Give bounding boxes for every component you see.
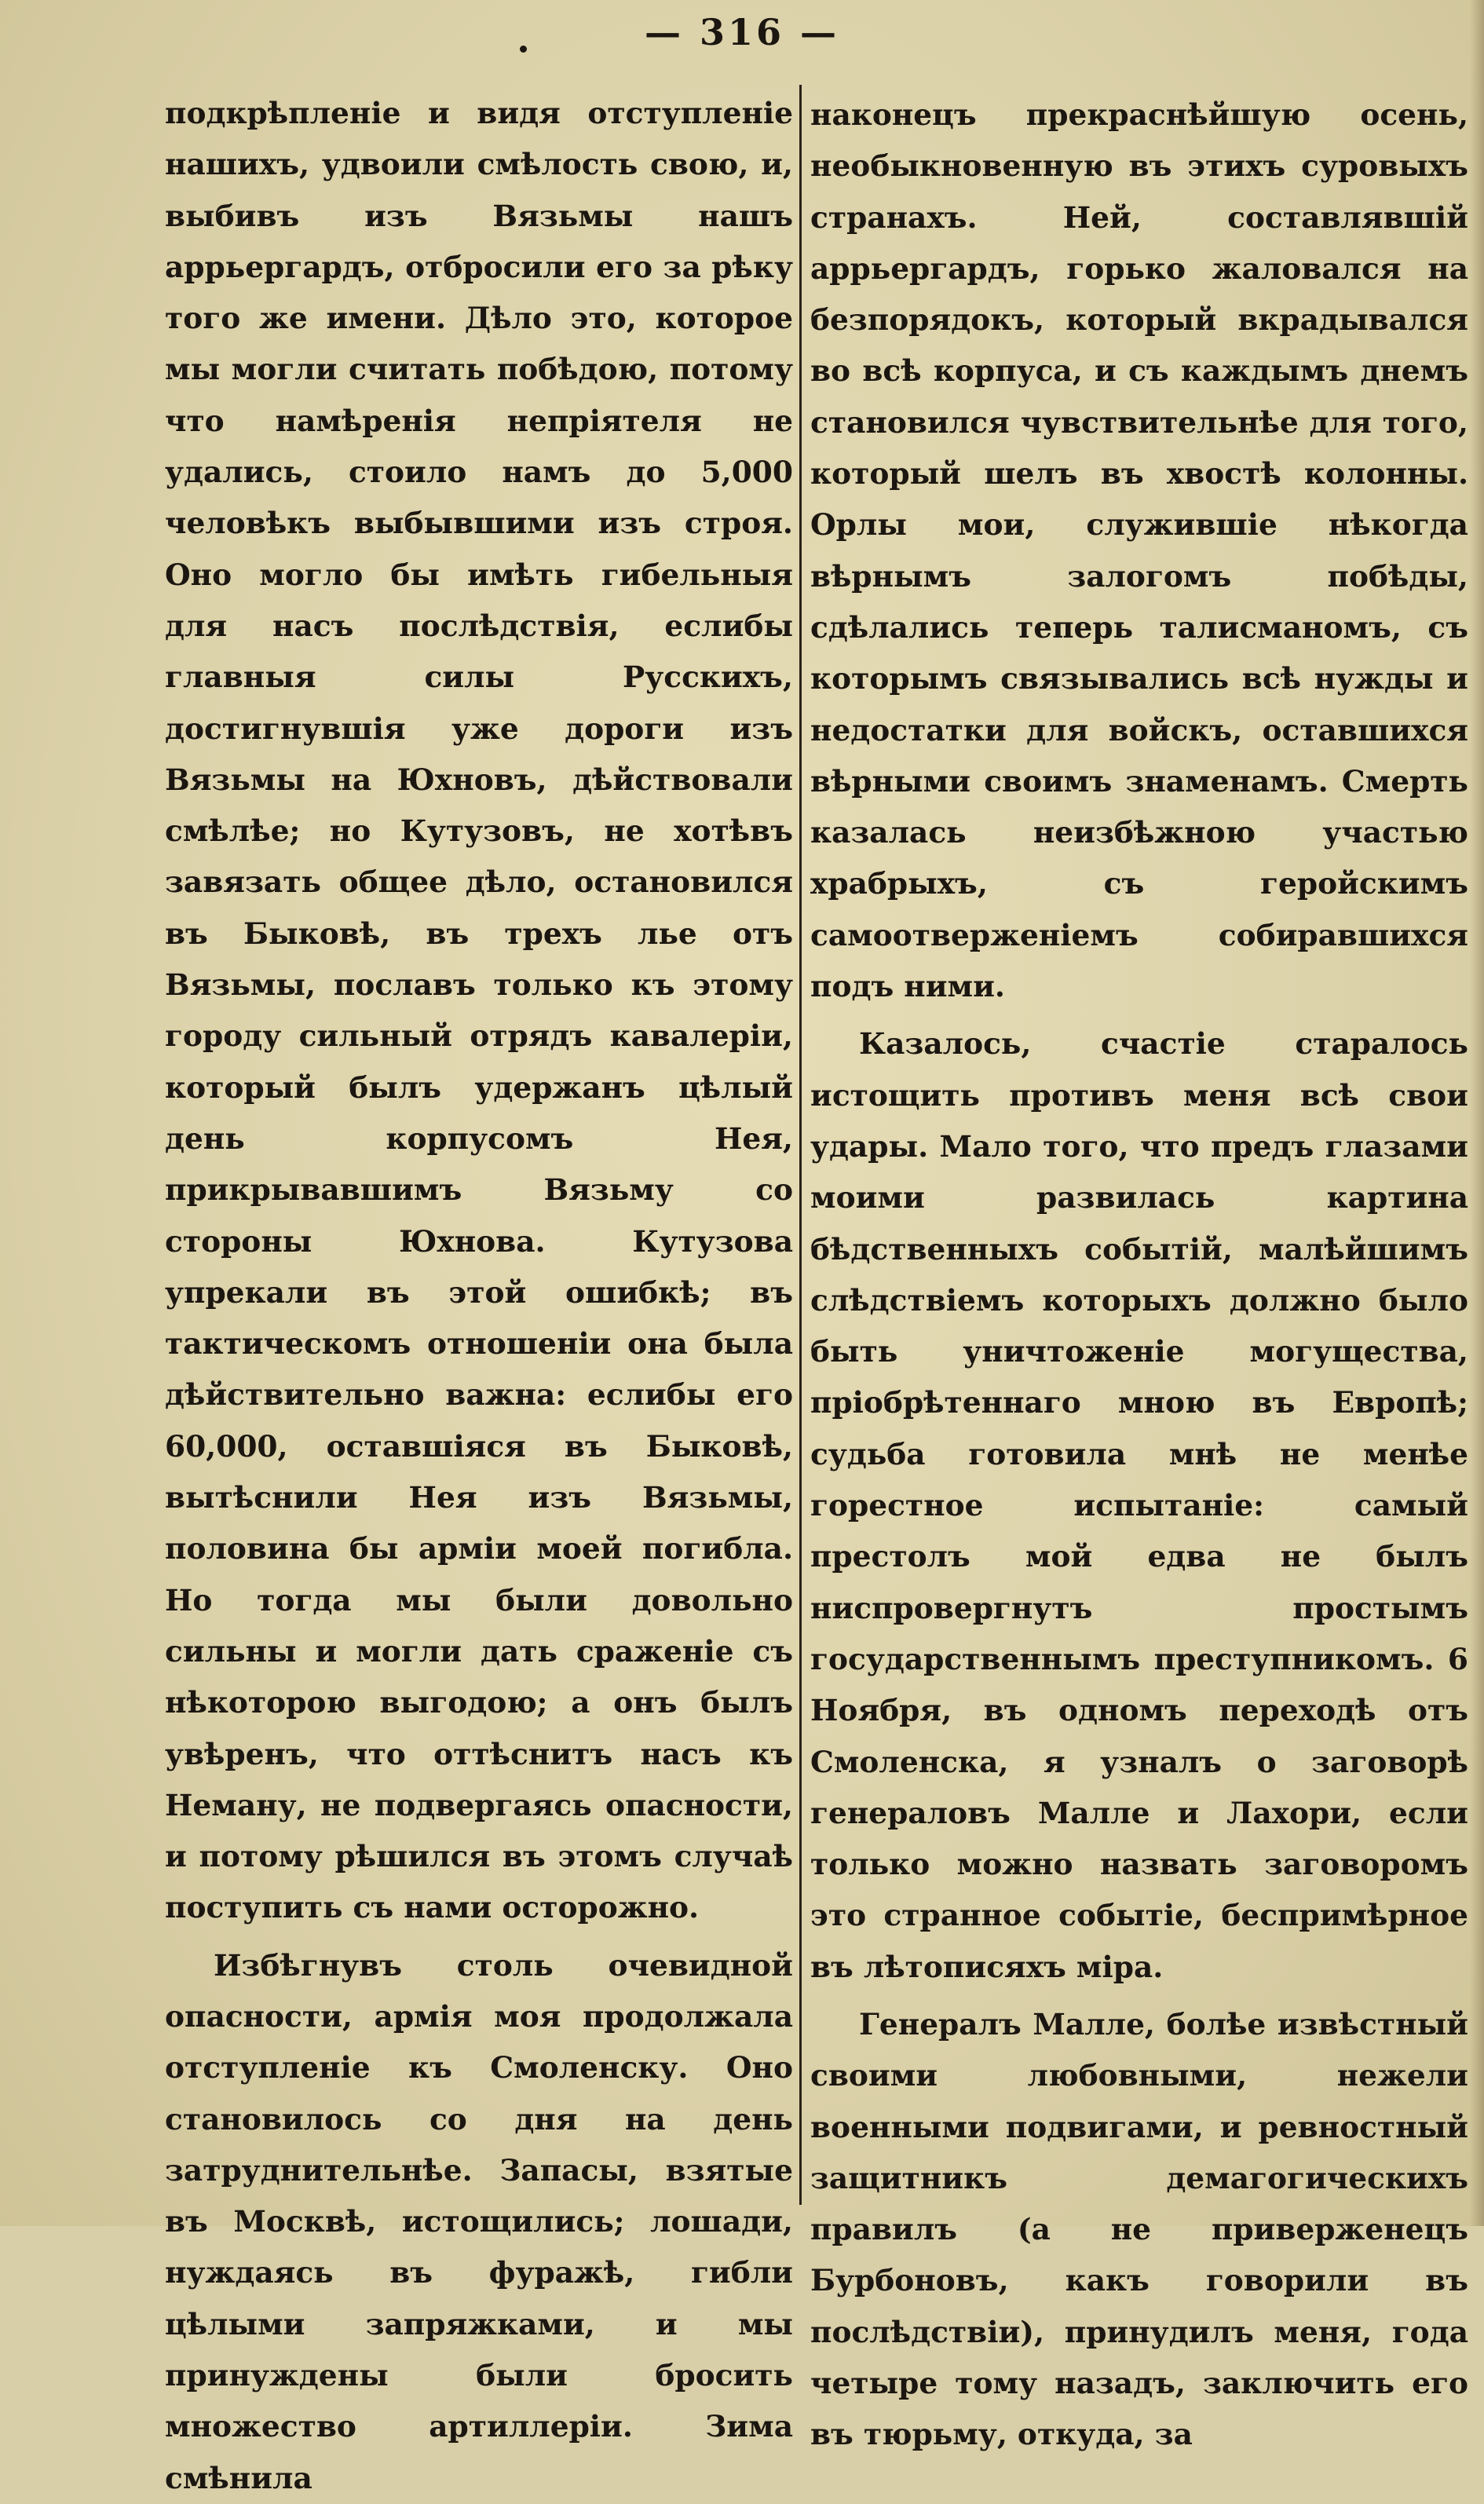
page-edge-shadow bbox=[1470, 0, 1484, 2226]
column-divider bbox=[799, 85, 802, 2205]
left-paragraph-2: Избѣгнувъ столь очевидной опасности, армія моя продолжала отступленіе къ Смоленску. Оно становилось со дня на день затруднительнѣе. Запасы, взятые въ Москвѣ, истощились; лошади, нуждаясь въ фуражѣ, гибли цѣлыми запряжками, и мы принуждены были бросить множество артиллеріи. Зима смѣнила bbox=[165, 1947, 793, 2495]
left-paragraph-1: подкрѣпленіе и видя отступленіе нашихъ, удвоили смѣлость свою, и, выбивъ изъ Вязьмы нашъ аррьергардъ, отбросили его за рѣку того же имени. Дѣло это, которое мы могли считать побѣдою, потому что намѣренія непріятеля не удались, стоило намъ до 5,000 человѣкъ выбывшими изъ строя. Оно могло бы имѣть гибельныя для насъ послѣдствія, еслибы главныя силы Русскихъ, достигнувшія уже дороги изъ Вязьмы на Юхновъ, дѣйствовали смѣлѣе; но Кутузовъ, не хотѣвъ завязать общее дѣло, остановился въ Быковѣ, въ трехъ лье отъ Вязьмы, пославъ только къ этому городу сильный отрядъ кавалеріи, который былъ удержанъ цѣлый день корпусомъ Нея, прикрывавшимъ Вязьму со стороны Юхнова. Кутузова упрекали въ этой ошибкѣ; въ тактическомъ отношеніи она была дѣйствительно важна: еслибы его 60,000, оставшіяся въ Быковѣ, вытѣснили Нея изъ Вязьмы, половина бы арміи моей погибла. Но тогда мы были довольно сильны и могли дать сраженіе съ нѣкоторою выгодою; а онъ былъ увѣренъ, что оттѣснитъ насъ къ Неману, не подвергаясь опасности, и потому рѣшился въ этомъ случаѣ поступить съ нами осторожно. bbox=[165, 96, 793, 1925]
page-number: — 316 — bbox=[644, 11, 840, 53]
right-column bbox=[810, 90, 1468, 2461]
left-column bbox=[165, 88, 793, 2504]
right-paragraph-2: Казалось, счастіе старалось истощить противъ меня всѣ свои удары. Мало того, что предъ глазами моими развилась картина бѣдственныхъ событій, малѣйшимъ слѣдствіемъ которыхъ должно было быть уничтоженіе могущества, пріобрѣтеннаго мною въ Европѣ; судьба готовила мнѣ не менѣе горестное испытаніе: самый престолъ мой едва не былъ ниспровергнутъ простымъ государственнымъ преступникомъ. 6 Ноября, въ одномъ переходѣ отъ Смоленска, я узналъ о заговорѣ генераловъ Малле и Лахори, если только можно назвать заговоромъ это странное событіе, беспримѣрное въ лѣтописяхъ міра. bbox=[810, 1026, 1468, 1984]
right-paragraph-1: наконецъ прекраснѣйшую осень, необыкновенную въ этихъ суровыхъ странахъ. Ней, составлявшій аррьергардъ, горько жаловался на безпорядокъ, который вкрадывался во всѣ корпуса, и съ каждымъ днемъ становился чувствительнѣе для того, который шелъ въ хвостѣ колонны. Орлы мои, служившіе нѣкогда вѣрнымъ залогомъ побѣды, сдѣлались теперь талисманомъ, съ которымъ связывались всѣ нужды и недостатки для войскъ, оставшихся вѣрными своимъ знаменамъ. Смерть казалась неизбѣжною участью храбрыхъ, съ геройскимъ самоотверженіемъ собиравшихся подъ ними. bbox=[810, 97, 1468, 1004]
right-paragraph-3: Генералъ Малле, болѣе извѣстный своими любовными, нежели военными подвигами, и ревностный защитникъ демагогическихъ правилъ (а не приверженецъ Бурбоновъ, какъ говорили въ послѣдствіи), принудилъ меня, года четыре тому назадъ, заключить его въ тюрьму, откуда, за bbox=[810, 2006, 1468, 2452]
ink-dot bbox=[520, 46, 527, 53]
